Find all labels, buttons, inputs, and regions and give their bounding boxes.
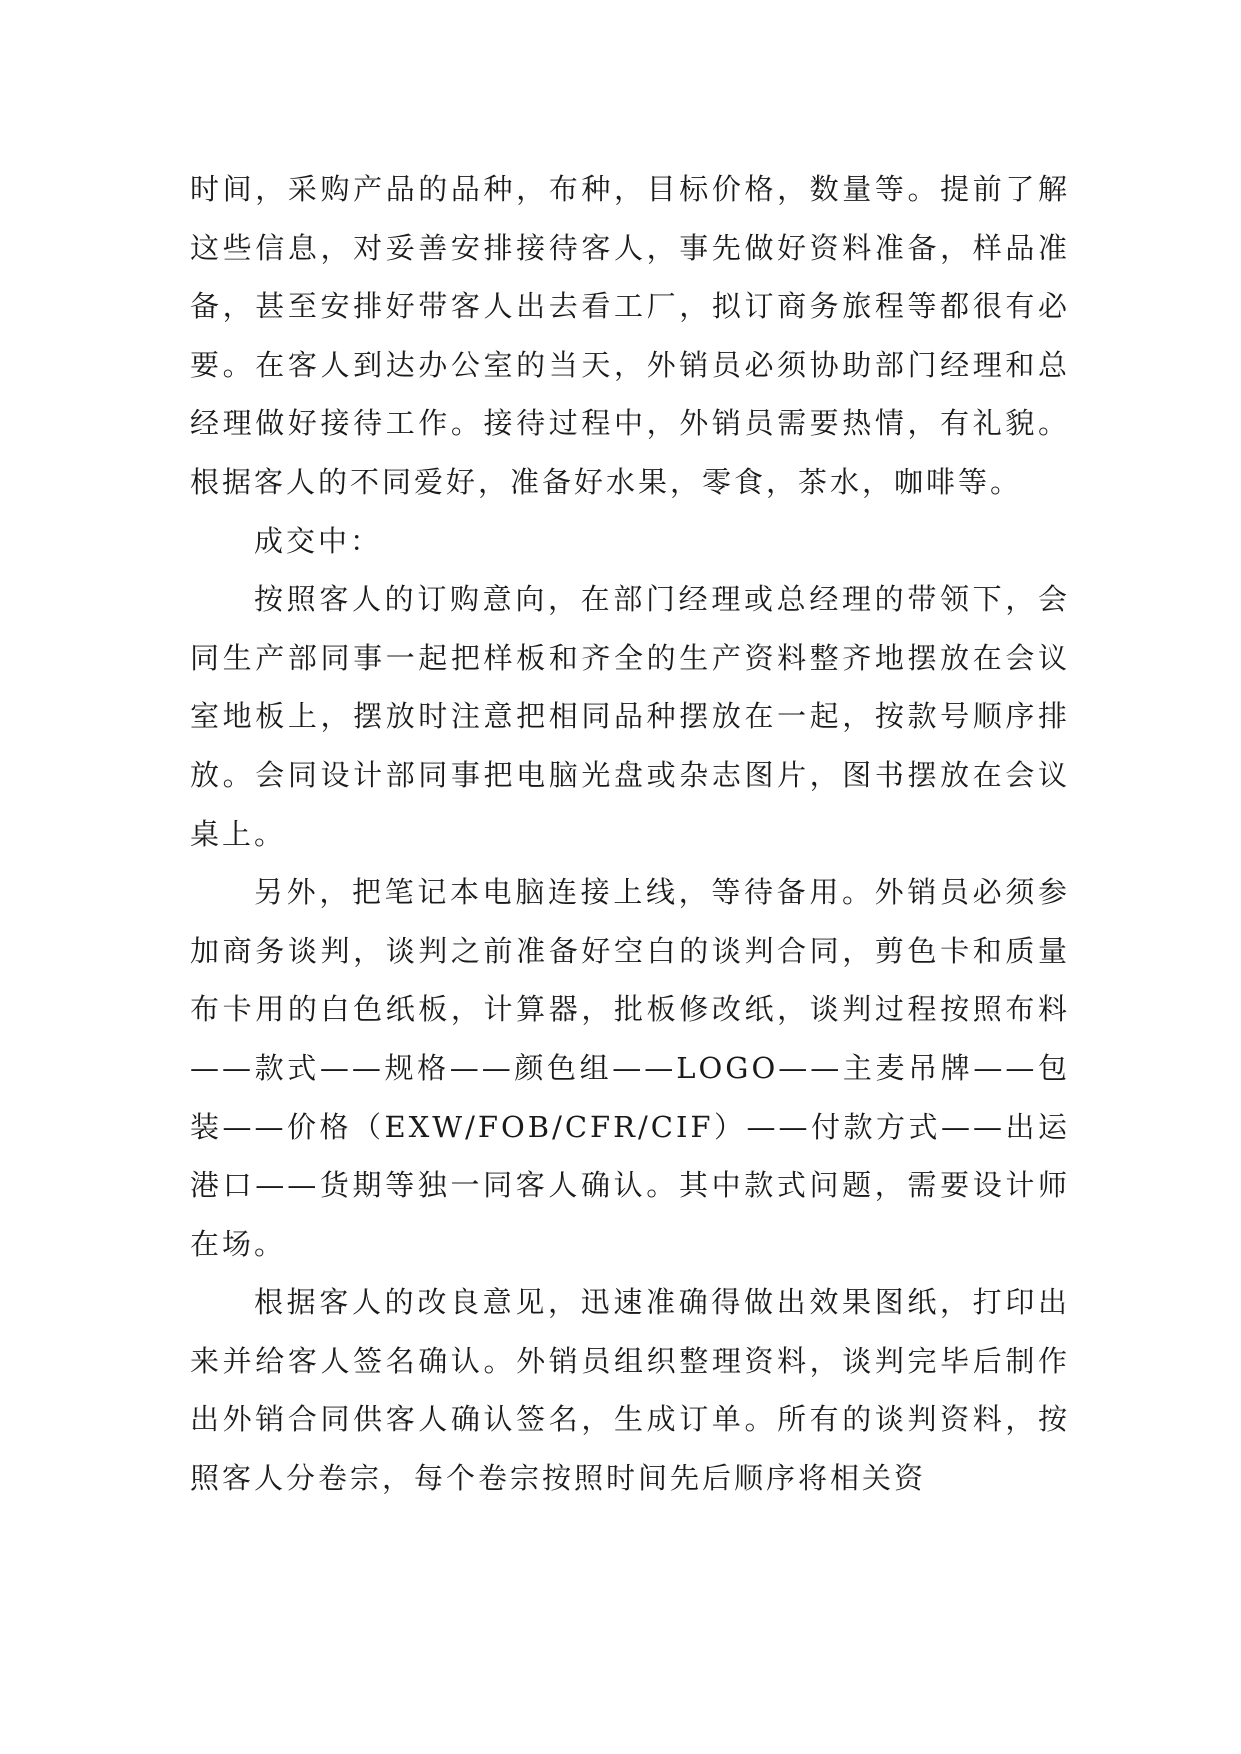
document-body [190, 160, 1070, 1508]
paragraph-contract: 根据客人的改良意见，迅速准确得做出效果图纸，打印出来并给客人签名确认。外销员组织整理资料，谈判完毕后制作出外销合同供客人确认签名，生成订单。所有的谈判资料，按照客人分卷宗，每个卷宗按照时间先后顺序将相关资 [190, 1285, 1070, 1496]
paragraph-negotiation: 另外，把笔记本电脑连接上线，等待备用。外销员必须参加商务谈判，谈判之前准备好空白的谈判合同，剪色卡和质量布卡用的白色纸板，计算器，批板修改纸，谈判过程按照布料——款式——规格——颜色组——LOGO——主麦吊牌——包装——价格（EXW/FOB/CFR/CIF）——付款方式——出运港口——货期等独一同客人确认。其中款式问题，需要设计师在场。 [190, 875, 1070, 1261]
section-heading-deal: 成交中： [254, 523, 383, 558]
paragraph-samples: 按照客人的订购意向，在部门经理或总经理的带领下，会同生产部同事一起把样板和齐全的生产资料整齐地摆放在会议室地板上，摆放时注意把相同品种摆放在一起，按款号顺序排放。会同设计部同事把电脑光盘或杂志图片，图书摆放在会议桌上。 [190, 582, 1070, 851]
paragraph-reception: 时间，采购产品的品种，布种，目标价格，数量等。提前了解这些信息，对妥善安排接待客人，事先做好资料准备，样品准备，甚至安排好带客人出去看工厂，拟订商务旅程等都很有必要。在客人到达办公室的当天，外销员必须协助部门经理和总经理做好接待工作。接待过程中，外销员需要热情，有礼貌。根据客人的不同爱好，准备好水果，零食，茶水，咖啡等。 [190, 172, 1070, 499]
